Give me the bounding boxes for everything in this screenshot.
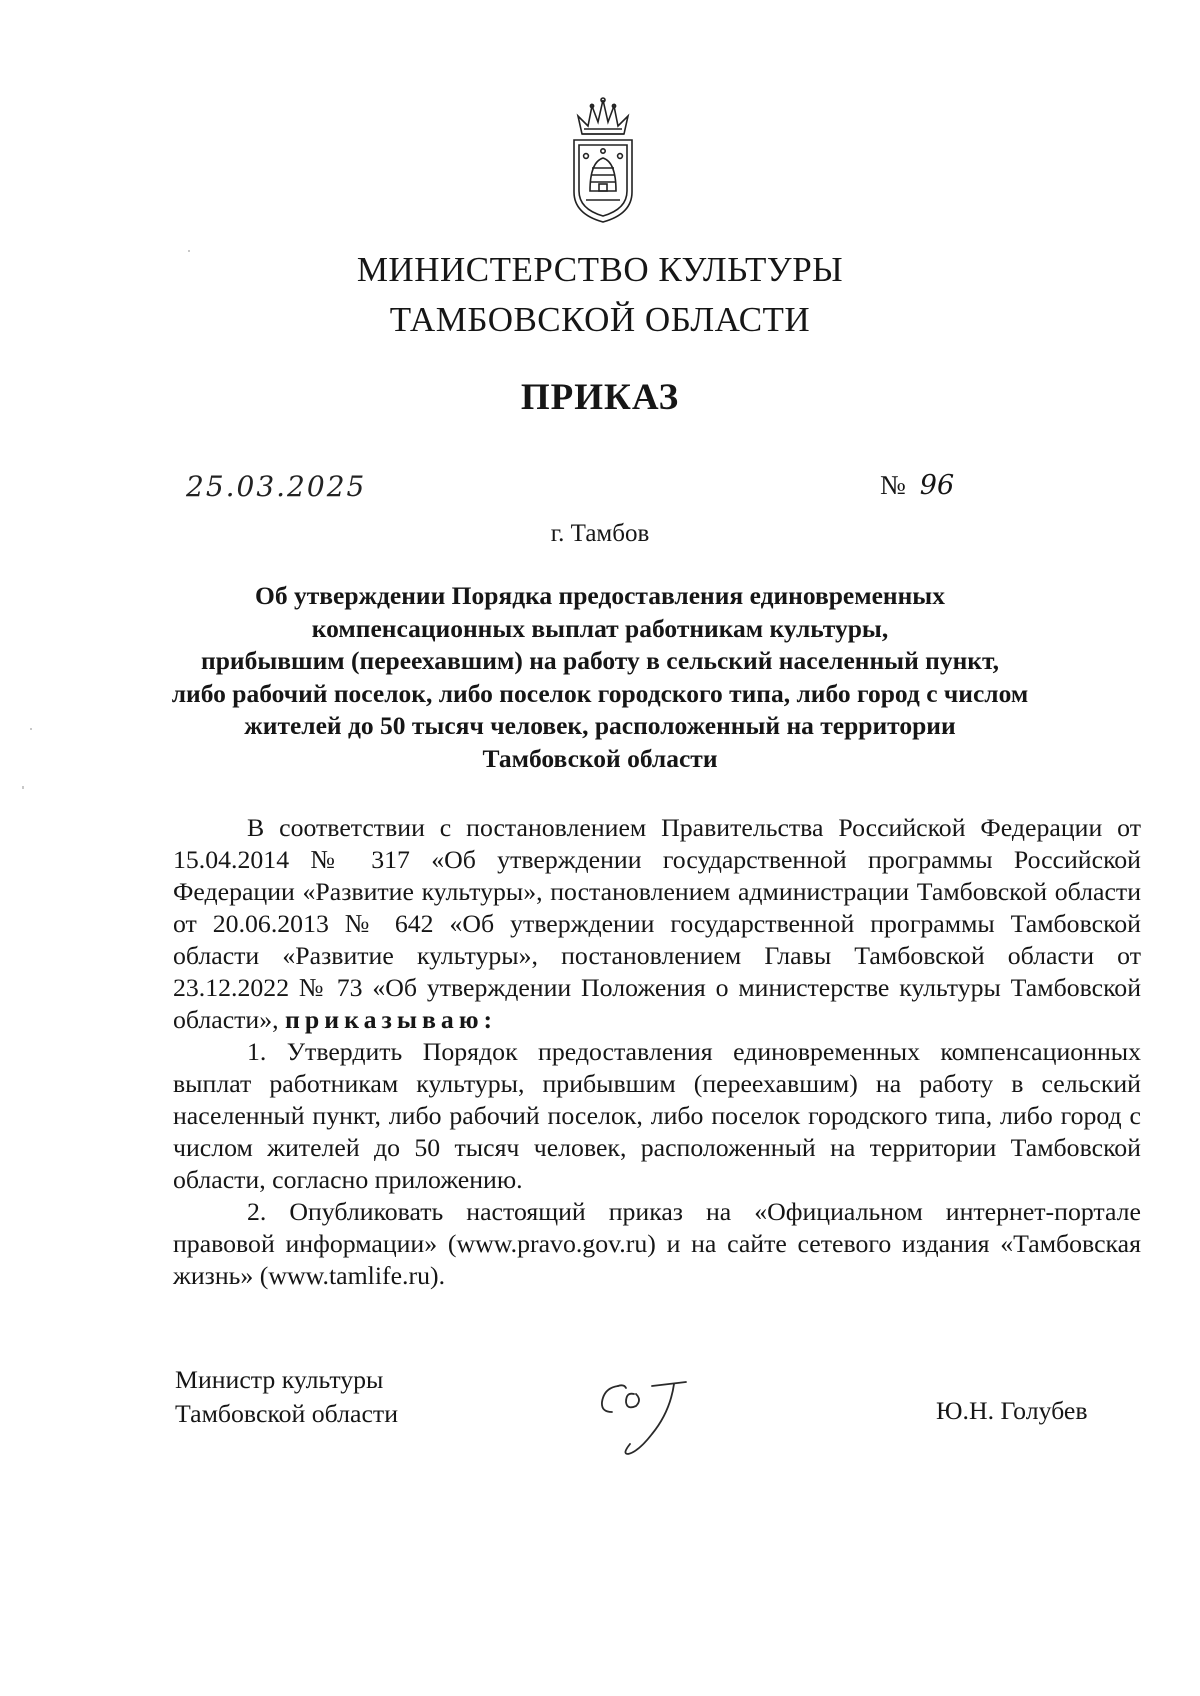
scan-speck xyxy=(30,728,32,730)
coat-of-arms-icon xyxy=(568,96,638,226)
subject-line: либо рабочий поселок, либо поселок городского типа, либо город с числом xyxy=(171,678,1029,708)
signatory-name: Ю.Н. Голубев xyxy=(936,1396,1088,1425)
subject-line: Об утверждении Порядка предоставления единовременных xyxy=(255,581,945,610)
order-body xyxy=(173,812,1141,1292)
subject-line: прибывшим (переехавшим) на работу в сельский населенный пункт, xyxy=(201,646,999,675)
subject-line: Тамбовской области xyxy=(482,743,718,773)
item-2-paragraph: 2. Опубликовать настоящий приказ на «Официальном интернет-портале правовой информации» (www.pravo.gov.ru) и на сайте сетевого издания «Тамбовская жизнь» (www.tamlife.ru). xyxy=(173,1197,1141,1290)
item-1-paragraph: 1. Утвердить Порядок предоставления единовременных компенсационных выплат работникам культуры, прибывшим (переехавшим) на работу в сельский населенный пункт, либо рабочий поселок, либо поселок городского типа, либо город с числом жителей до 50 тысяч человек, расположенный на территории Тамбовской области, согласно приложению. xyxy=(173,1037,1141,1194)
scan-speck xyxy=(22,786,24,789)
order-word: приказываю: xyxy=(285,1005,498,1034)
order-date: 25.03.2025 xyxy=(186,470,367,503)
number-value: 96 xyxy=(919,470,955,501)
ministry-name xyxy=(0,245,1200,345)
preamble-text: В соответствии с постановлением Правительства Российской Федерации от 15.04.2014 № 317 «Об утверждении государственной программы Российской Федерации «Развитие культуры», постановлением администрации Тамбовской области от 20.06.2013 № 642 «Об утверждении государственной программы Тамбовской области «Развитие культуры», постановлением Главы Тамбовской области от 23.12.2022 № 73 «Об утверждении Положения о министерстве культуры Тамбовской области», xyxy=(173,813,1141,1034)
signatory-position-line2: Тамбовской области xyxy=(175,1399,399,1428)
subject-line: жителей до 50 тысяч человек, расположенный на территории xyxy=(244,711,956,740)
order-number xyxy=(880,470,954,501)
preamble-paragraph xyxy=(173,812,1141,1036)
handwritten-signature xyxy=(590,1372,710,1462)
order-title: ПРИКАЗ xyxy=(520,377,680,418)
number-sign: № xyxy=(880,470,906,500)
order-subject xyxy=(150,580,1050,775)
city: г. Тамбов xyxy=(550,520,650,547)
ministry-name-line2: ТАМБОВСКОЙ ОБЛАСТИ xyxy=(389,300,811,339)
signatory-position-line1: Министр культуры xyxy=(175,1365,384,1394)
ministry-name-line1: МИНИСТЕРСТВО КУЛЬТУРЫ xyxy=(356,250,844,289)
subject-line: компенсационных выплат работникам культуры, xyxy=(311,613,889,643)
signatory-position xyxy=(175,1363,398,1431)
scan-speck xyxy=(188,250,190,252)
